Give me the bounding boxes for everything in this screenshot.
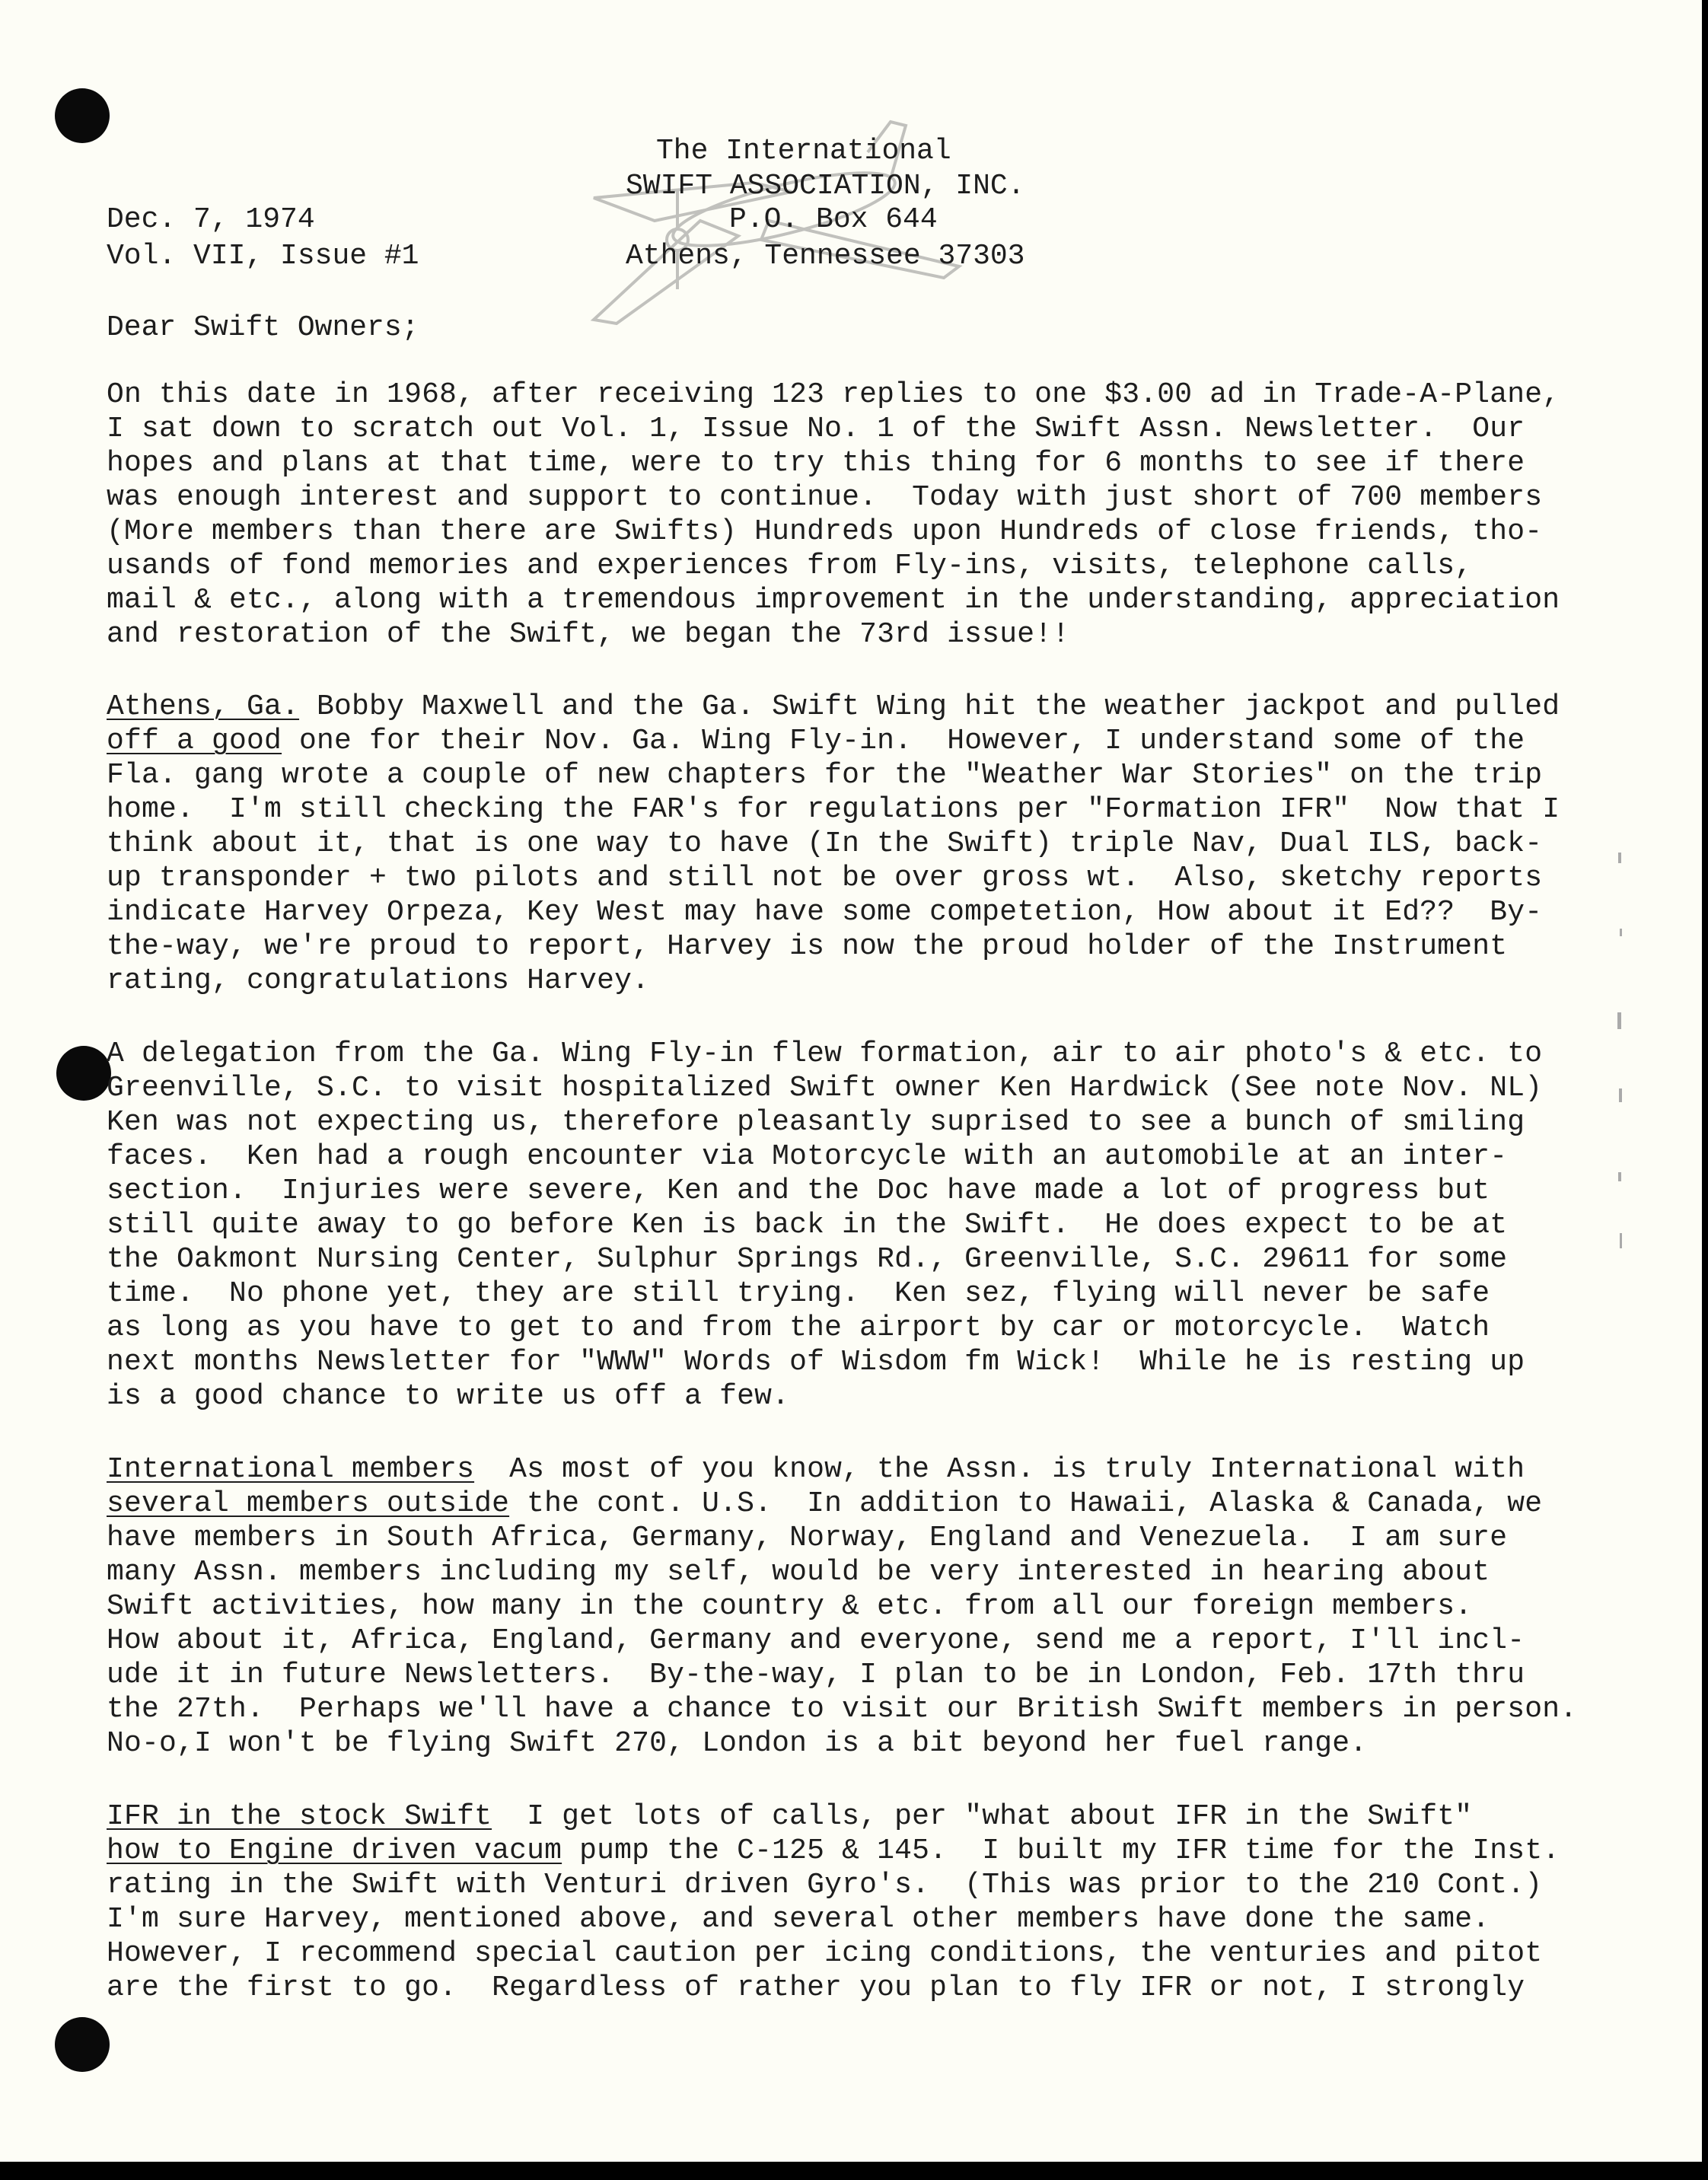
text-line: International members As most of you know, the Assn. is truly International with xyxy=(107,1453,1525,1486)
text-line: Fla. gang wrote a couple of new chapters for the "Weather War Stories" on the trip xyxy=(107,759,1543,792)
issue-date: Dec. 7, 1974 xyxy=(107,203,315,236)
text-line: up transponder + two pilots and still not be over gross wt. Also, sketchy reports xyxy=(107,862,1543,894)
text-line: off a good one for their Nov. Ga. Wing Fly-in. However, I understand some of the xyxy=(107,725,1525,757)
text-line: Athens, Ga. Bobby Maxwell and the Ga. Swift Wing hit the weather jackpot and pulled xyxy=(107,690,1560,723)
text-line: rating, congratulations Harvey. xyxy=(107,964,650,997)
text-line: are the first to go. Regardless of rather you plan to fly IFR or not, I strongly xyxy=(107,1971,1525,2004)
section-heading: International members xyxy=(107,1453,475,1486)
text-line: ude it in future Newsletters. By-the-way, I plan to be in London, Feb. 17th thru xyxy=(107,1659,1525,1691)
punch-hole-top xyxy=(55,88,110,143)
section-heading: IFR in the stock Swift xyxy=(107,1800,492,1833)
text-line: I'm sure Harvey, mentioned above, and several other members have done the same. xyxy=(107,1903,1490,1936)
text-line: time. No phone yet, they are still trying. Ken sez, flying will never be safe xyxy=(107,1277,1490,1310)
text-line: is a good chance to write us off a few. xyxy=(107,1380,790,1413)
text-line: was enough interest and support to continue. Today with just short of 700 members xyxy=(107,481,1543,514)
text-line: the 27th. Perhaps we'll have a chance to visit our British Swift members in person. xyxy=(107,1693,1578,1726)
text-line: Greenville, S.C. to visit hospitalized Swift owner Ken Hardwick (See note Nov. NL) xyxy=(107,1072,1543,1104)
text-line: However, I recommend special caution per icing conditions, the venturies and pitot xyxy=(107,1937,1543,1970)
org-name: The International xyxy=(656,135,951,167)
margin-specks xyxy=(1606,837,1636,1324)
volume-issue: Vol. VII, Issue #1 xyxy=(107,240,419,272)
paragraph-anniversary xyxy=(107,378,1560,652)
text-line: Ken was not expecting us, therefore pleasantly suprised to see a bunch of smiling xyxy=(107,1106,1525,1139)
address-city: Athens, Tennessee 37303 xyxy=(626,240,1025,272)
text-line: Swift activities, how many in the country & etc. from all our foreign members. xyxy=(107,1590,1473,1623)
text-line: No-o,I won't be flying Swift 270, London is a bit beyond her fuel range. xyxy=(107,1727,1368,1760)
text-line: as long as you have to get to and from the airport by car or motorcycle. Watch xyxy=(107,1312,1490,1344)
text-line: still quite away to go before Ken is back in the Swift. He does expect to be at xyxy=(107,1209,1508,1241)
text-line: many Assn. members including my self, would be very interested in hearing about xyxy=(107,1556,1490,1589)
text-line: How about it, Africa, England, Germany and everyone, send me a report, I'll incl- xyxy=(107,1624,1525,1657)
text-line: indicate Harvey Orpeza, Key West may have some competetion, How about it Ed?? By- xyxy=(107,896,1543,929)
org-title: SWIFT ASSOCIATION, INC. xyxy=(626,170,1025,202)
punch-hole-middle xyxy=(56,1046,111,1101)
text-line: several members outside the cont. U.S. In addition to Hawaii, Alaska & Canada, we xyxy=(107,1487,1543,1520)
text-line: I sat down to scratch out Vol. 1, Issue No. 1 of the Swift Assn. Newsletter. Our xyxy=(107,413,1525,445)
paragraph-ken-hardwick xyxy=(107,1037,1542,1413)
text-line: section. Injuries were severe, Ken and the Doc have made a lot of progress but xyxy=(107,1174,1490,1207)
text-line: think about it, that is one way to have (In the Swift) triple Nav, Dual ILS, back- xyxy=(107,827,1543,860)
text-line: hopes and plans at that time, were to try this thing for 6 months to see if there xyxy=(107,447,1525,480)
text-line: home. I'm still checking the FAR's for regulations per "Formation IFR" Now that I xyxy=(107,793,1560,826)
text-line: the-way, we're proud to report, Harvey is now the proud holder of the Instrument xyxy=(107,930,1508,963)
text-line: A delegation from the Ga. Wing Fly-in flew formation, air to air photo's & etc. to xyxy=(107,1037,1543,1070)
paragraph-international-members xyxy=(107,1452,1577,1761)
text-line: have members in South Africa, Germany, Norway, England and Venezuela. I am sure xyxy=(107,1522,1508,1554)
text-line: next months Newsletter for "WWW" Words of Wisdom fm Wick! While he is resting up xyxy=(107,1346,1525,1378)
text-line: the Oakmont Nursing Center, Sulphur Springs Rd., Greenville, S.C. 29611 for some xyxy=(107,1243,1508,1276)
text-line: how to Engine driven vacum pump the C-125 & 145. I built my IFR time for the Inst. xyxy=(107,1834,1560,1867)
address-box: P.O. Box 644 xyxy=(729,203,938,236)
text-line: mail & etc., along with a tremendous improvement in the understanding, appreciation xyxy=(107,584,1560,617)
text-line: faces. Ken had a rough encounter via Motorcycle with an automobile at an inter- xyxy=(107,1140,1508,1173)
text-line: On this date in 1968, after receiving 123 replies to one $3.00 ad in Trade-A-Plane, xyxy=(107,378,1560,411)
section-heading: Athens, Ga. xyxy=(107,690,300,723)
paragraph-athens-ga xyxy=(107,690,1560,998)
salutation: Dear Swift Owners; xyxy=(107,311,419,344)
text-line: and restoration of the Swift, we began the 73rd issue!! xyxy=(107,618,1070,651)
text-line: (More members than there are Swifts) Hundreds upon Hundreds of close friends, tho- xyxy=(107,515,1543,548)
text-line: usands of fond memories and experiences from Fly-ins, visits, telephone calls, xyxy=(107,550,1473,582)
paragraph-ifr-stock-swift xyxy=(107,1799,1560,2005)
text-line: IFR in the stock Swift I get lots of calls, per "what about IFR in the Swift" xyxy=(107,1800,1473,1833)
text-line: rating in the Swift with Venturi driven Gyro's. (This was prior to the 210 Cont.) xyxy=(107,1869,1543,1901)
punch-hole-bottom xyxy=(55,2017,110,2072)
